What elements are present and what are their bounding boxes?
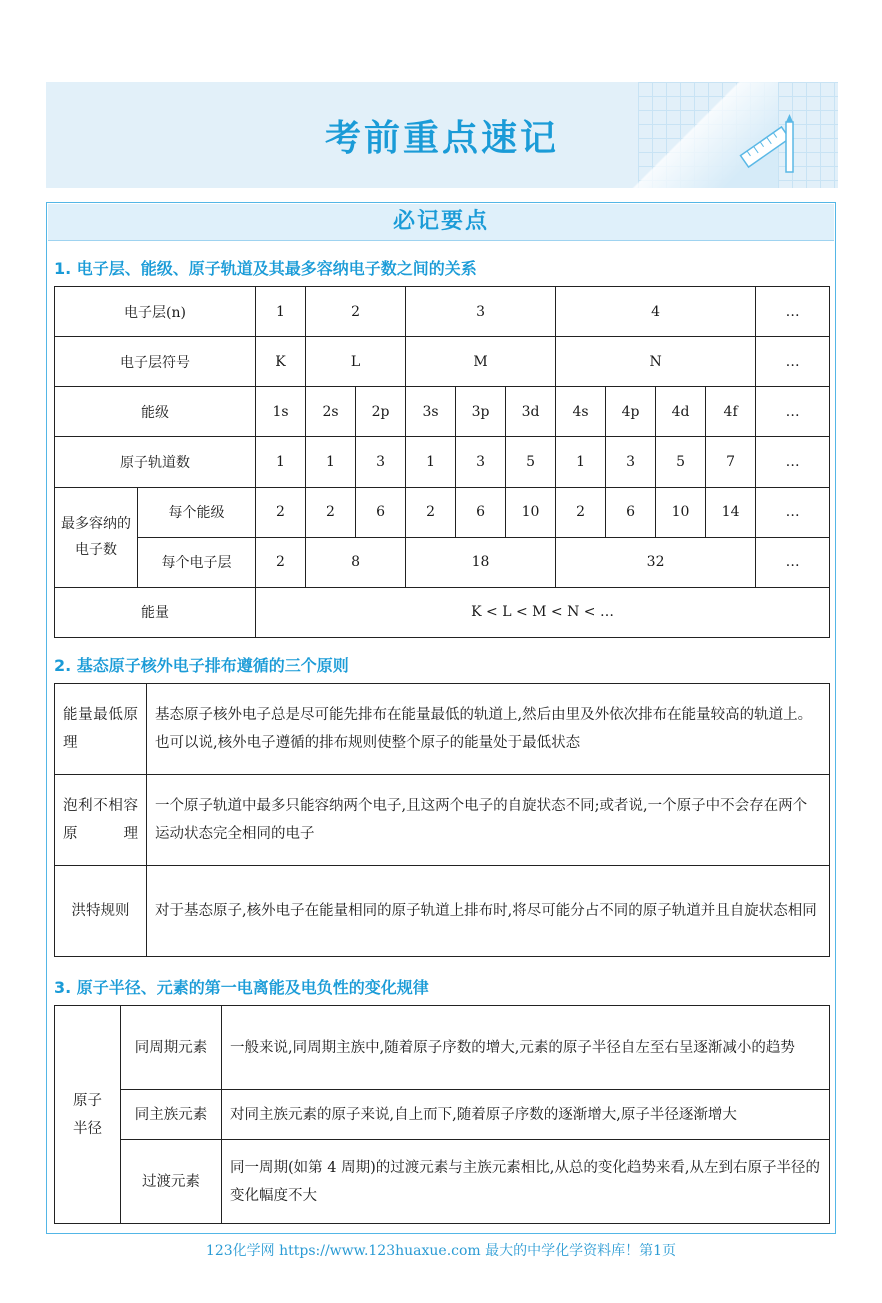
cell: 2 <box>256 487 306 537</box>
group-label: 原子半径 <box>55 1006 121 1224</box>
cell: … <box>756 487 830 537</box>
cell: 3 <box>456 437 506 487</box>
principle-text: 对于基态原子,核外电子在能量相同的原子轨道上排布时,将尽可能分占不同的原子轨道并且自旋状态相同 <box>147 866 830 957</box>
principle-label: 泡利不相容原理 <box>55 775 147 866</box>
cell: 2 <box>406 487 456 537</box>
cell: L <box>306 337 406 387</box>
cell: 3s <box>406 387 456 437</box>
cell: 2 <box>556 487 606 537</box>
cell: 1 <box>256 287 306 337</box>
trend-label: 过渡元素 <box>121 1140 222 1224</box>
cell: 6 <box>606 487 656 537</box>
row-label-level: 能级 <box>55 387 256 437</box>
cell: 18 <box>406 537 556 587</box>
energy-order: K < L < M < N < … <box>256 587 830 637</box>
trend-text: 同一周期(如第 4 周期)的过渡元素与主族元素相比,从总的变化趋势来看,从左到右原子半径的变化幅度不大 <box>222 1140 830 1224</box>
cell: … <box>756 387 830 437</box>
trend-text: 对同主族元素的原子来说,自上而下,随着原子序数的逐渐增大,原子半径逐渐增大 <box>222 1090 830 1140</box>
cell: 4 <box>556 287 756 337</box>
principle-label: 洪特规则 <box>55 866 147 957</box>
electron-principles-table <box>54 683 830 957</box>
row-label-energy: 能量 <box>55 587 256 637</box>
cell: N <box>556 337 756 387</box>
cell: 8 <box>306 537 406 587</box>
cell: 3 <box>356 437 406 487</box>
cell: 2 <box>256 537 306 587</box>
cell: 5 <box>656 437 706 487</box>
cell: … <box>756 287 830 337</box>
footer-text: 123化学网 https://www.123huaxue.com 最大的中学化学资料库！第1页 <box>205 1243 677 1259</box>
cell: 1 <box>406 437 456 487</box>
cell: 2 <box>306 287 406 337</box>
table-row <box>55 387 830 437</box>
principle-label: 能量最低原理 <box>55 684 147 775</box>
trend-label: 同周期元素 <box>121 1006 222 1090</box>
cell: 4f <box>706 387 756 437</box>
cell: 1 <box>556 437 606 487</box>
cell: 3 <box>606 437 656 487</box>
principle-text: 基态原子核外电子总是尽可能先排布在能量最低的轨道上,然后由里及外依次排布在能量较高的轨道上。也可以说,核外电子遵循的排布规则使整个原子的能量处于最低状态 <box>147 684 830 775</box>
row-label-max-electrons: 最多容纳的电子数 <box>55 487 138 587</box>
cell: … <box>756 337 830 387</box>
cell: 4p <box>606 387 656 437</box>
ruler-pencil-icon <box>730 112 800 182</box>
row-label-per-shell: 每个电子层 <box>138 537 256 587</box>
electron-shell-table <box>54 286 830 638</box>
table-row <box>55 287 830 337</box>
cell: 4d <box>656 387 706 437</box>
atomic-radius-table <box>54 1005 830 1224</box>
table-row <box>55 337 830 387</box>
section-3-heading: 3. 原子半径、元素的第一电离能及电负性的变化规律 <box>54 978 429 997</box>
cell: … <box>756 437 830 487</box>
table-row <box>55 437 830 487</box>
cell: 2p <box>356 387 406 437</box>
table-row <box>55 1090 830 1140</box>
cell: 7 <box>706 437 756 487</box>
row-label-orbital: 原子轨道数 <box>55 437 256 487</box>
cell: 3 <box>406 287 556 337</box>
cell: M <box>406 337 556 387</box>
row-label-shell: 电子层(n) <box>55 287 256 337</box>
cell: 6 <box>356 487 406 537</box>
trend-text: 一般来说,同周期主族中,随着原子序数的增大,元素的原子半径自左至右呈逐渐减小的趋势 <box>222 1006 830 1090</box>
cell: 5 <box>506 437 556 487</box>
cell: 2 <box>306 487 356 537</box>
cell: 3d <box>506 387 556 437</box>
table-row <box>55 1006 830 1090</box>
banner <box>46 82 838 188</box>
principle-text: 一个原子轨道中最多只能容纳两个电子,且这两个电子的自旋状态不同;或者说,一个原子中不会存在两个运动状态完全相同的电子 <box>147 775 830 866</box>
cell: 3p <box>456 387 506 437</box>
cell: 10 <box>656 487 706 537</box>
table-row <box>55 684 830 775</box>
cell: 1 <box>256 437 306 487</box>
trend-label: 同主族元素 <box>121 1090 222 1140</box>
section-2-heading: 2. 基态原子核外电子排布遵循的三个原则 <box>54 656 349 675</box>
cell: 1 <box>306 437 356 487</box>
cell: 2s <box>306 387 356 437</box>
cell: 14 <box>706 487 756 537</box>
cell: 1s <box>256 387 306 437</box>
table-row <box>55 587 830 637</box>
cell: 6 <box>456 487 506 537</box>
table-row <box>55 775 830 866</box>
section-title: 必记要点 <box>48 204 834 241</box>
section-1-heading: 1. 电子层、能级、原子轨道及其最多容纳电子数之间的关系 <box>54 259 477 278</box>
cell: 32 <box>556 537 756 587</box>
table-row <box>55 537 830 587</box>
row-label-symbol: 电子层符号 <box>55 337 256 387</box>
cell: K <box>256 337 306 387</box>
cell: … <box>756 537 830 587</box>
banner-title: 考前重点速记 <box>324 118 559 159</box>
cell: 4s <box>556 387 606 437</box>
table-row <box>55 866 830 957</box>
table-row <box>55 1140 830 1224</box>
cell: 10 <box>506 487 556 537</box>
table-row <box>55 487 830 537</box>
row-label-per-level: 每个能级 <box>138 487 256 537</box>
